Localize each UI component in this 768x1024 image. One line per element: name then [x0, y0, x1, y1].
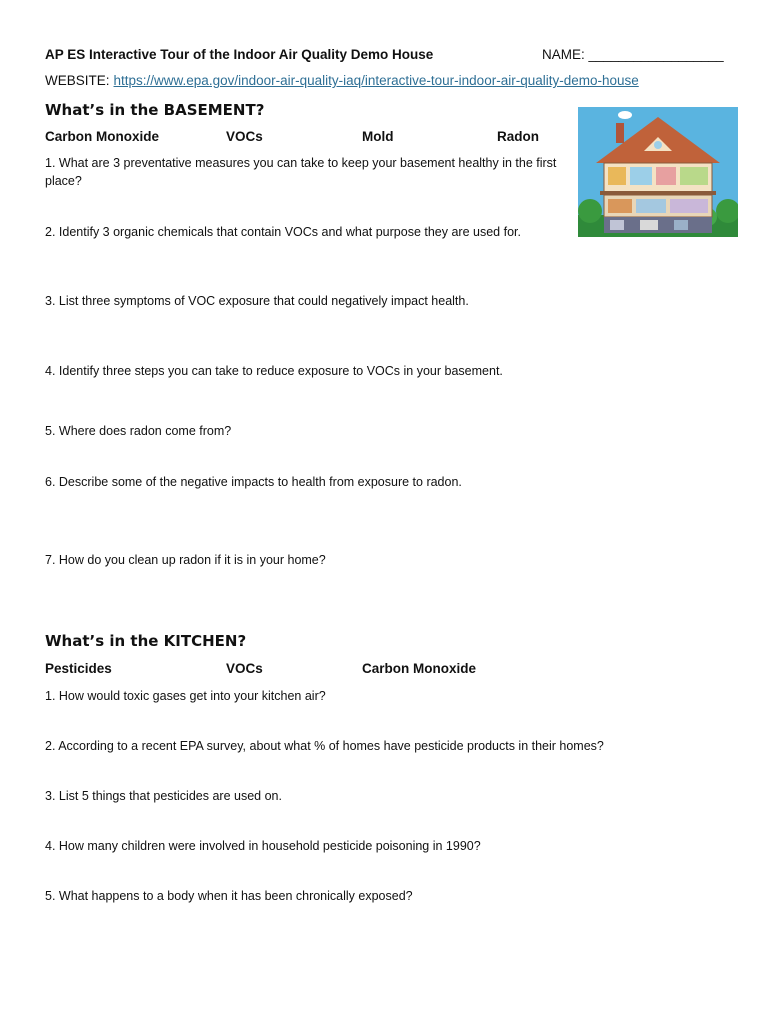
website-link[interactable]: https://www.epa.gov/indoor-air-quality-iaq/interactive-tour-indoor-air-quality-demo-house [113, 73, 639, 88]
basement-topic-vocs: VOCs [226, 129, 263, 144]
basement-heading: What’s in the BASEMENT? [45, 101, 265, 119]
kitchen-heading: What’s in the KITCHEN? [45, 632, 247, 650]
basement-topic-mold: Mold [362, 129, 394, 144]
website-label: WEBSITE: [45, 73, 110, 88]
kitchen-topic-pesticides: Pesticides [45, 661, 112, 676]
basement-question-2: 2. Identify 3 organic chemicals that contain VOCs and what purpose they are used for. [45, 225, 521, 239]
basement-question-7: 7. How do you clean up radon if it is in your home? [45, 553, 326, 567]
basement-question-5: 5. Where does radon come from? [45, 424, 232, 438]
website-line [45, 73, 639, 88]
basement-question-1: 1. What are 3 preventative measures you can take to keep your basement healthy in the first place? [45, 156, 557, 188]
name-field-label: NAME: __________________ [542, 47, 724, 62]
basement-question-3: 3. List three symptoms of VOC exposure that could negatively impact health. [45, 294, 469, 308]
basement-question-4: 4. Identify three steps you can take to reduce exposure to VOCs in your basement. [45, 364, 503, 378]
worksheet-title: AP ES Interactive Tour of the Indoor Air Quality Demo House [45, 47, 434, 62]
kitchen-question-5: 5. What happens to a body when it has been chronically exposed? [45, 889, 413, 903]
demo-house-illustration [578, 107, 738, 237]
kitchen-question-1: 1. How would toxic gases get into your kitchen air? [45, 689, 326, 703]
basement-topic-radon: Radon [497, 129, 539, 144]
basement-question-6: 6. Describe some of the negative impacts to health from exposure to radon. [45, 475, 462, 489]
kitchen-topic-vocs: VOCs [226, 661, 263, 676]
kitchen-question-2: 2. According to a recent EPA survey, about what % of homes have pesticide products in their homes? [45, 739, 604, 753]
kitchen-topic-carbon-monoxide: Carbon Monoxide [362, 661, 476, 676]
kitchen-question-4: 4. How many children were involved in household pesticide poisoning in 1990? [45, 839, 481, 853]
kitchen-question-3: 3. List 5 things that pesticides are used on. [45, 789, 282, 803]
basement-topic-carbon-monoxide: Carbon Monoxide [45, 129, 159, 144]
